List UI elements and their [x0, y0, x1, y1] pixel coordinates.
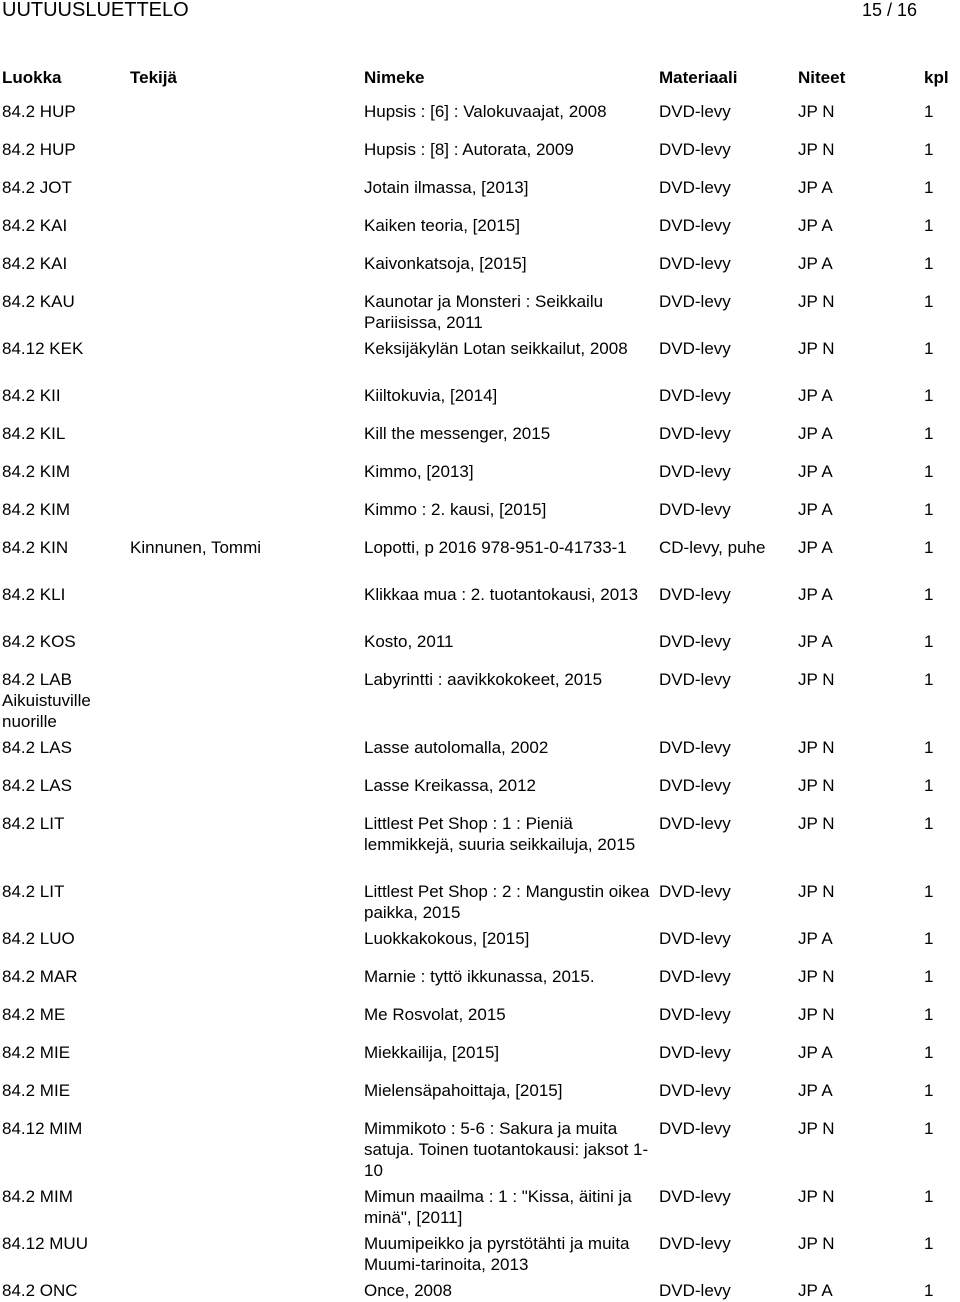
- cell-kpl: 1: [924, 500, 934, 519]
- cell-luokka: 84.2 MIE: [2, 1081, 71, 1100]
- cell-nimeke: Kimmo : 2. kausi, [2015]: [364, 500, 547, 519]
- cell-nimeke: Kiiltokuvia, [2014]: [364, 386, 498, 405]
- cell-nimeke: Kosto, 2011: [364, 632, 454, 651]
- cell-kpl: 1: [924, 814, 934, 833]
- cell-nimeke: Labyrintti : aavikkokokeet, 2015: [364, 670, 603, 689]
- column-header-niteet: Niteet: [798, 68, 846, 87]
- cell-niteet: JP N: [798, 102, 835, 121]
- cell-niteet: JP N: [798, 882, 835, 901]
- cell-niteet: JP N: [798, 967, 835, 986]
- cell-kpl: 1: [924, 462, 934, 481]
- cell-materiaali: DVD-levy: [659, 632, 731, 651]
- cell-materiaali: DVD-levy: [659, 882, 731, 901]
- cell-nimeke: Miekkailija, [2015]: [364, 1043, 500, 1062]
- cell-materiaali: DVD-levy: [659, 424, 731, 443]
- cell-luokka: 84.2 KOS: [2, 632, 76, 651]
- cell-luokka: 84.2 MAR: [2, 967, 78, 986]
- cell-luokka: 84.2 LAB Aikuistuville nuorille: [2, 670, 91, 731]
- cell-materiaali: DVD-levy: [659, 1005, 731, 1024]
- cell-materiaali: DVD-levy: [659, 1081, 731, 1100]
- cell-nimeke: Littlest Pet Shop : 2 : Mangustin oikea paikka, 2015: [364, 882, 650, 922]
- cell-niteet: JP N: [798, 1187, 835, 1206]
- cell-niteet: JP A: [798, 1081, 833, 1100]
- cell-materiaali: DVD-levy: [659, 216, 731, 235]
- cell-kpl: 1: [924, 1281, 934, 1300]
- cell-kpl: 1: [924, 1119, 934, 1138]
- cell-niteet: JP A: [798, 585, 833, 604]
- cell-materiaali: DVD-levy: [659, 500, 731, 519]
- cell-kpl: 1: [924, 386, 934, 405]
- cell-nimeke: Klikkaa mua : 2. tuotantokausi, 2013: [364, 585, 639, 604]
- cell-nimeke: Mimun maailma : 1 : "Kissa, äitini ja minä", [2011]: [364, 1187, 632, 1227]
- cell-niteet: JP N: [798, 814, 835, 833]
- cell-niteet: JP A: [798, 538, 833, 557]
- cell-luokka: 84.12 MIM: [2, 1119, 83, 1138]
- cell-kpl: 1: [924, 339, 934, 358]
- cell-materiaali: DVD-levy: [659, 776, 731, 795]
- cell-niteet: JP A: [798, 1043, 833, 1062]
- cell-niteet: JP N: [798, 1234, 835, 1253]
- cell-nimeke: Luokkakokous, [2015]: [364, 929, 530, 948]
- cell-materiaali: DVD-levy: [659, 1043, 731, 1062]
- cell-tekija: Kinnunen, Tommi: [130, 538, 262, 557]
- cell-kpl: 1: [924, 776, 934, 795]
- cell-niteet: JP N: [798, 292, 835, 311]
- column-header-materiaali: Materiaali: [659, 68, 738, 87]
- cell-nimeke: Mimmikoto : 5-6 : Sakura ja muita satuja. Toinen tuotantokausi: jaksot 1-10: [364, 1119, 649, 1180]
- cell-materiaali: DVD-levy: [659, 462, 731, 481]
- cell-luokka: 84.2 KIM: [2, 462, 71, 481]
- cell-kpl: 1: [924, 632, 934, 651]
- cell-luokka: 84.2 KLI: [2, 585, 66, 604]
- cell-luokka: 84.2 MIM: [2, 1187, 73, 1206]
- cell-kpl: 1: [924, 1187, 934, 1206]
- cell-luokka: 84.12 MUU: [2, 1234, 88, 1253]
- cell-luokka: 84.2 KIN: [2, 538, 69, 557]
- cell-nimeke: Lasse autolomalla, 2002: [364, 738, 549, 757]
- cell-materiaali: DVD-levy: [659, 929, 731, 948]
- cell-luokka: 84.2 LAS: [2, 776, 72, 795]
- document-title: UUTUUSLUETTELO: [2, 0, 189, 21]
- cell-materiaali: DVD-levy: [659, 738, 731, 757]
- cell-luokka: 84.2 LIT: [2, 814, 65, 833]
- cell-niteet: JP N: [798, 140, 835, 159]
- cell-kpl: 1: [924, 929, 934, 948]
- cell-niteet: JP N: [798, 339, 835, 358]
- cell-kpl: 1: [924, 585, 934, 604]
- cell-nimeke: Mielensäpahoittaja, [2015]: [364, 1081, 563, 1100]
- cell-materiaali: DVD-levy: [659, 140, 731, 159]
- cell-nimeke: Kaivonkatsoja, [2015]: [364, 254, 527, 273]
- cell-nimeke: Hupsis : [6] : Valokuvaajat, 2008: [364, 102, 607, 121]
- cell-niteet: JP A: [798, 500, 833, 519]
- cell-luokka: 84.2 MIE: [2, 1043, 71, 1062]
- cell-niteet: JP A: [798, 424, 833, 443]
- cell-niteet: JP N: [798, 776, 835, 795]
- cell-kpl: 1: [924, 1005, 934, 1024]
- cell-niteet: JP A: [798, 386, 833, 405]
- cell-materiaali: DVD-levy: [659, 254, 731, 273]
- cell-materiaali: DVD-levy: [659, 178, 731, 197]
- cell-materiaali: DVD-levy: [659, 1187, 731, 1206]
- cell-kpl: 1: [924, 967, 934, 986]
- column-header-luokka: Luokka: [2, 68, 62, 87]
- cell-niteet: JP N: [798, 1005, 835, 1024]
- cell-materiaali: DVD-levy: [659, 102, 731, 121]
- cell-kpl: 1: [924, 254, 934, 273]
- column-header-tekija: Tekijä: [130, 68, 177, 87]
- cell-kpl: 1: [924, 738, 934, 757]
- cell-materiaali: DVD-levy: [659, 292, 731, 311]
- page-number: 15 / 16: [862, 0, 918, 20]
- cell-luokka: 84.12 KEK: [2, 339, 84, 358]
- cell-materiaali: DVD-levy: [659, 1281, 731, 1300]
- cell-materiaali: DVD-levy: [659, 339, 731, 358]
- cell-kpl: 1: [924, 670, 934, 689]
- cell-nimeke: Kaunotar ja Monsteri : Seikkailu Pariisissa, 2011: [364, 292, 604, 332]
- cell-niteet: JP A: [798, 216, 833, 235]
- cell-luokka: 84.2 KAI: [2, 216, 68, 235]
- cell-kpl: 1: [924, 882, 934, 901]
- cell-luokka: 84.2 KII: [2, 386, 61, 405]
- cell-kpl: 1: [924, 292, 934, 311]
- cell-luokka: 84.2 LIT: [2, 882, 65, 901]
- cell-niteet: JP A: [798, 462, 833, 481]
- cell-niteet: JP A: [798, 1281, 833, 1300]
- cell-nimeke: Jotain ilmassa, [2013]: [364, 178, 529, 197]
- cell-niteet: JP N: [798, 738, 835, 757]
- cell-kpl: 1: [924, 216, 934, 235]
- cell-niteet: JP A: [798, 632, 833, 651]
- cell-kpl: 1: [924, 538, 934, 557]
- cell-luokka: 84.2 KIM: [2, 500, 71, 519]
- cell-luokka: 84.2 LUO: [2, 929, 75, 948]
- cell-nimeke: Me Rosvolat, 2015: [364, 1005, 506, 1024]
- cell-kpl: 1: [924, 1043, 934, 1062]
- cell-luokka: 84.2 HUP: [2, 102, 76, 121]
- cell-materiaali: DVD-levy: [659, 814, 731, 833]
- cell-luokka: 84.2 HUP: [2, 140, 76, 159]
- cell-luokka: 84.2 LAS: [2, 738, 72, 757]
- cell-nimeke: Muumipeikko ja pyrstötähti ja muita Muumi-tarinoita, 2013: [364, 1234, 630, 1274]
- cell-nimeke: Lopotti, p 2016 978-951-0-41733-1: [364, 538, 627, 557]
- cell-nimeke: Marnie : tyttö ikkunassa, 2015.: [364, 967, 595, 986]
- cell-niteet: JP A: [798, 254, 833, 273]
- column-header-kpl: kpl: [924, 68, 949, 87]
- cell-kpl: 1: [924, 140, 934, 159]
- cell-nimeke: Once, 2008: [364, 1281, 452, 1300]
- cell-nimeke: Kimmo, [2013]: [364, 462, 474, 481]
- cell-materiaali: DVD-levy: [659, 1234, 731, 1253]
- cell-kpl: 1: [924, 424, 934, 443]
- cell-nimeke: Littlest Pet Shop : 1 : Pieniä lemmikkejä, suuria seikkailuja, 2015: [364, 814, 636, 854]
- cell-materiaali: DVD-levy: [659, 967, 731, 986]
- cell-niteet: JP A: [798, 929, 833, 948]
- cell-materiaali: DVD-levy: [659, 386, 731, 405]
- cell-kpl: 1: [924, 1081, 934, 1100]
- column-header-nimeke: Nimeke: [364, 68, 425, 87]
- cell-niteet: JP A: [798, 178, 833, 197]
- cell-kpl: 1: [924, 178, 934, 197]
- cell-materiaali: CD-levy, puhe: [659, 538, 766, 557]
- cell-nimeke: Kill the messenger, 2015: [364, 424, 551, 443]
- cell-luokka: 84.2 KAU: [2, 292, 75, 311]
- cell-luokka: 84.2 ME: [2, 1005, 66, 1024]
- cell-nimeke: Lasse Kreikassa, 2012: [364, 776, 536, 795]
- cell-materiaali: DVD-levy: [659, 670, 731, 689]
- cell-kpl: 1: [924, 1234, 934, 1253]
- cell-luokka: 84.2 KAI: [2, 254, 68, 273]
- cell-materiaali: DVD-levy: [659, 1119, 731, 1138]
- cell-luokka: 84.2 JOT: [2, 178, 72, 197]
- cell-niteet: JP N: [798, 1119, 835, 1138]
- cell-kpl: 1: [924, 102, 934, 121]
- cell-nimeke: Hupsis : [8] : Autorata, 2009: [364, 140, 574, 159]
- cell-luokka: 84.2 KIL: [2, 424, 66, 443]
- cell-nimeke: Kaiken teoria, [2015]: [364, 216, 520, 235]
- cell-luokka: 84.2 ONC: [2, 1281, 78, 1300]
- cell-materiaali: DVD-levy: [659, 585, 731, 604]
- cell-niteet: JP N: [798, 670, 835, 689]
- cell-nimeke: Keksijäkylän Lotan seikkailut, 2008: [364, 339, 628, 358]
